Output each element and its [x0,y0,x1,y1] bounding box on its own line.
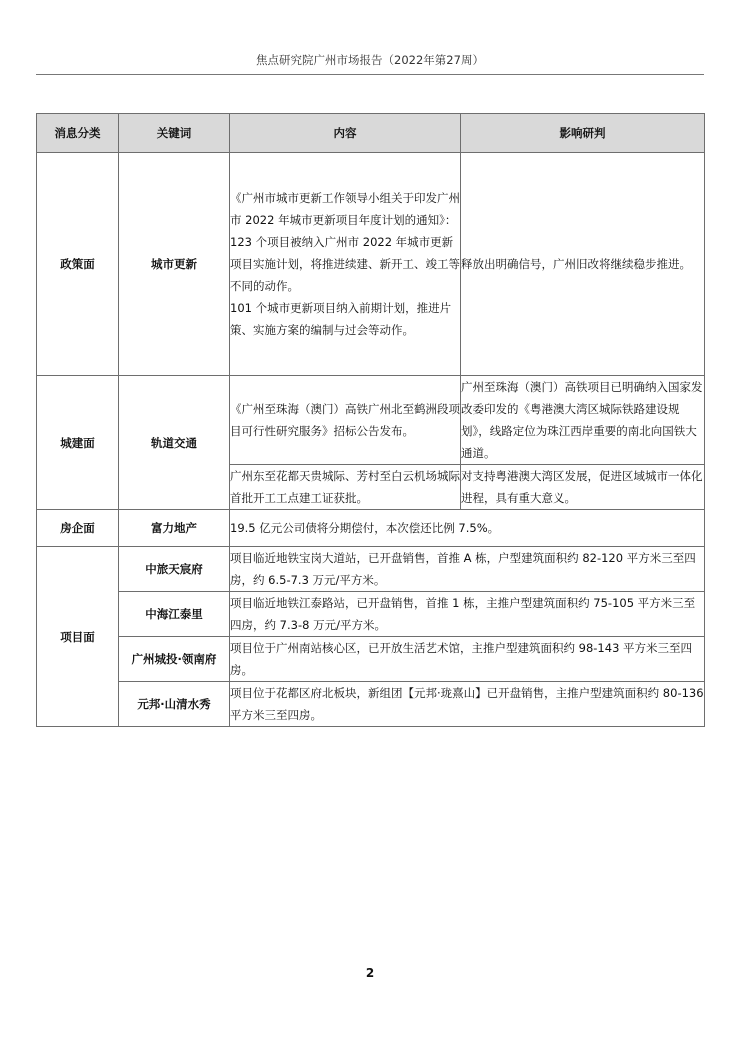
column-header-category: 消息分类 [37,114,119,153]
category-construction: 城建面 [37,376,119,510]
header-divider [36,74,704,75]
table-row-developer [37,510,705,547]
column-header-keyword: 关键词 [119,114,230,153]
project-content: 项目临近地铁宝岗大道站，已开盘销售，首推 A 栋，户型建筑面积约 82-120 平方米三至四房，约 6.5-7.3 万元/平方米。 [230,547,705,592]
keyword-urban-renewal: 城市更新 [119,153,230,376]
developer-content: 19.5 亿元公司债将分期偿付，本次偿还比例 7.5%。 [230,510,705,547]
construction-impact-1: 广州至珠海（澳门）高铁项目已明确纳入国家发改委印发的《粤港澳大湾区城际铁路建设规划》，线路定位为珠江西岸重要的南北向国铁大通道。 [461,376,705,465]
category-projects: 项目面 [37,547,119,727]
keyword-project: 广州城投·领南府 [119,637,230,682]
construction-content-1: 《广州至珠海（澳门）高铁广州北至鹤洲段项目可行性研究服务》招标公告发布。 [230,376,461,465]
keyword-project: 元邦·山清水秀 [119,682,230,727]
policy-content-cell [230,153,461,376]
table-row-project [37,592,705,637]
keyword-rf-properties: 富力地产 [119,510,230,547]
construction-impact-2: 对支持粤港澳大湾区发展，促进区域城市一体化进程，具有重大意义。 [461,465,705,510]
column-header-content: 内容 [230,114,461,153]
table-header-row [37,114,705,153]
market-news-table [36,113,705,727]
column-header-impact: 影响研判 [461,114,705,153]
project-content: 项目临近地铁江泰路站，已开盘销售，首推 1 栋，主推户型建筑面积约 75-105 平方米三至四房，约 7.3-8 万元/平方米。 [230,592,705,637]
table-row-project [37,547,705,592]
construction-content-2: 广州东至花都天贵城际、芳村至白云机场城际首批开工工点建工证获批。 [230,465,461,510]
table-row-project [37,682,705,727]
project-content: 项目位于广州南站核心区，已开放生活艺术馆，主推户型建筑面积约 98-143 平方米三至四房。 [230,637,705,682]
table-row-policy [37,153,705,376]
table-row-construction-1 [37,376,705,465]
keyword-project: 中旅天宸府 [119,547,230,592]
category-policy: 政策面 [37,153,119,376]
page-number: 2 [365,966,375,980]
policy-content-paragraph-1: 《广州市城市更新工作领导小组关于印发广州市 2022 年城市更新项目年度计划的通知》：123 个项目被纳入广州市 2022 年城市更新项目实施计划，将推进续建、新开工、竣工等不同的动作。 [230,191,460,293]
category-developer: 房企面 [37,510,119,547]
report-header-title: 焦点研究院广州市场报告（2022年第27周） [256,53,484,67]
keyword-project: 中海江泰里 [119,592,230,637]
project-content: 项目位于花都区府北板块，新组团【元邦·珑熹山】已开盘销售，主推户型建筑面积约 80-136 平方米三至四房。 [230,682,705,727]
policy-impact: 释放出明确信号，广州旧改将继续稳步推进。 [461,153,705,376]
keyword-rail-transit: 轨道交通 [119,376,230,510]
policy-content-paragraph-2: 101 个城市更新项目纳入前期计划，推进片策、实施方案的编制与过会等动作。 [230,301,452,337]
table-row-project [37,637,705,682]
